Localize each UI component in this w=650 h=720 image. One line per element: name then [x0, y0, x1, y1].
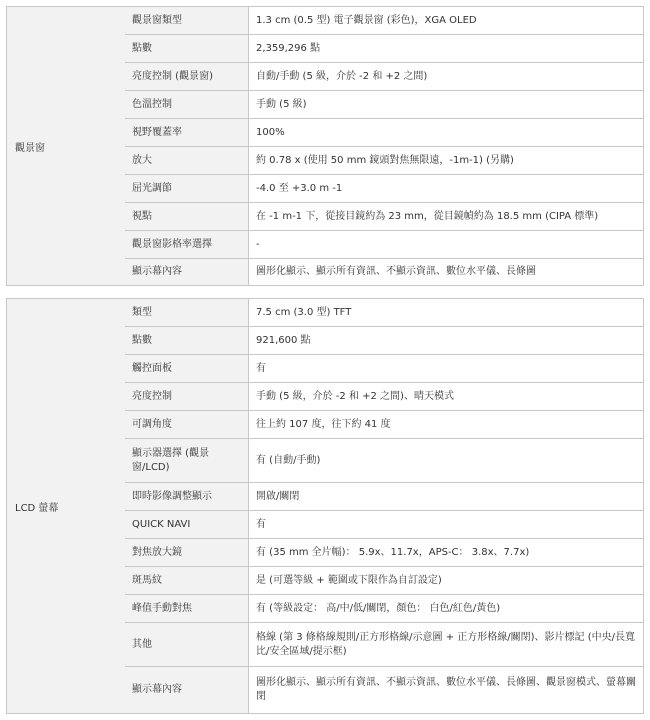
spec-key: 即時影像調整顯示: [125, 483, 249, 510]
section-label: 觀景窗: [15, 143, 45, 154]
spec-key: 其他: [125, 623, 249, 666]
spec-key: 顯示幕內容: [125, 667, 249, 713]
spec-value: 約 0.78 x (使用 50 mm 鏡頭對焦無限遠，-1m-1) (另購): [256, 154, 514, 166]
spec-value: 有: [256, 362, 266, 374]
spec-value: 在 -1 m-1 下，從接目鏡約為 23 mm，從目鏡幀約為 18.5 mm (CIPA 標準): [256, 210, 599, 222]
spec-row: [125, 35, 643, 63]
spec-key: 峰值手動對焦: [125, 595, 249, 622]
spec-key: 顯示器選擇 (觀景窗/LCD): [125, 439, 249, 482]
spec-value: 921,600 點: [256, 334, 311, 346]
spec-row: [125, 91, 643, 119]
spec-row: [125, 567, 643, 595]
spec-value: -: [256, 238, 260, 250]
spec-key: QUICK NAVI: [125, 511, 249, 538]
viewfinder-section: [6, 6, 644, 286]
spec-value: 往上約 107 度，往下約 41 度: [256, 418, 391, 430]
spec-value: 2,359,296 點: [256, 42, 321, 54]
spec-row: [125, 259, 643, 285]
spec-key: 色溫控制: [125, 91, 249, 118]
spec-row: [125, 511, 643, 539]
spec-value: 手動 (5 級): [256, 98, 307, 110]
spec-row: [125, 231, 643, 259]
section-label-cell: [7, 299, 126, 713]
spec-key: 可調角度: [125, 411, 249, 438]
spec-row: [125, 539, 643, 567]
spec-row: [125, 667, 643, 713]
spec-row: [125, 203, 643, 231]
spec-key: 觸控面板: [125, 355, 249, 382]
spec-key: 斑馬紋: [125, 567, 249, 594]
spec-value: 1.3 cm (0.5 型) 電子觀景窗 (彩色)，XGA OLED: [256, 14, 477, 26]
spec-key: 視點: [125, 203, 249, 230]
spec-value: 100%: [256, 126, 285, 138]
spec-key: 對焦放大鏡: [125, 539, 249, 566]
spec-row: [125, 595, 643, 623]
spec-value: 手動 (5 級，介於 -2 和 +2 之間)、晴天模式: [256, 390, 454, 402]
spec-value: 格線 (第 3 條格線規則/正方形格線/示意圖 + 正方形格線/關閉)、影片標記 (中央/長寬比/安全區域/提示框): [256, 631, 635, 657]
spec-key: 放大: [125, 147, 249, 174]
spec-value: 有 (35 mm 全片幅)： 5.9x、11.7x，APS-C： 3.8x、7.7x): [256, 546, 530, 558]
spec-value: 圖形化顯示、顯示所有資訊、不顯示資訊、數位水平儀、長條圖: [256, 266, 536, 277]
spec-key: 顯示幕內容: [125, 259, 249, 285]
spec-value: 有 (自動/手動): [256, 454, 321, 466]
spec-row: [125, 383, 643, 411]
spec-value: -4.0 至 +3.0 m -1: [256, 182, 343, 194]
spec-key: 亮度控制 (觀景窗): [125, 63, 249, 90]
spec-row: [125, 119, 643, 147]
spec-key: 亮度控制: [125, 383, 249, 410]
lcd-section: [6, 298, 644, 714]
spec-key: 點數: [125, 327, 249, 354]
spec-value: 是 (可選等級 + 範圍或下限作為自訂設定): [256, 574, 442, 586]
spec-row: [125, 411, 643, 439]
spec-row: [125, 147, 643, 175]
spec-key: 類型: [125, 299, 249, 326]
spec-value: 自動/手動 (5 級，介於 -2 和 +2 之間): [256, 70, 428, 82]
spec-key: 點數: [125, 35, 249, 62]
spec-value: 7.5 cm (3.0 型) TFT: [256, 306, 352, 318]
spec-row: [125, 439, 643, 483]
section-label-cell: [7, 7, 126, 285]
spec-row: [125, 623, 643, 667]
spec-key: 觀景窗類型: [125, 7, 249, 34]
spec-value: 開啟/關閉: [256, 490, 300, 502]
spec-row: [125, 327, 643, 355]
spec-key: 觀景窗影格率選擇: [125, 231, 249, 258]
section-label: LCD 螢幕: [15, 503, 59, 514]
spec-row: [125, 483, 643, 511]
spec-row: [125, 7, 643, 35]
spec-key: 屈光調節: [125, 175, 249, 202]
spec-row: [125, 63, 643, 91]
spec-value: 圖形化顯示、顯示所有資訊、不顯示資訊、數位水平儀、長條圖、觀景窗模式、螢幕關閉: [256, 677, 636, 702]
spec-row: [125, 355, 643, 383]
spec-key: 視野覆蓋率: [125, 119, 249, 146]
spec-row: [125, 175, 643, 203]
spec-value: 有: [256, 518, 266, 530]
spec-row: [125, 299, 643, 327]
spec-value: 有 (等級設定： 高/中/低/關閉，顏色： 白色/紅色/黃色): [256, 602, 501, 614]
